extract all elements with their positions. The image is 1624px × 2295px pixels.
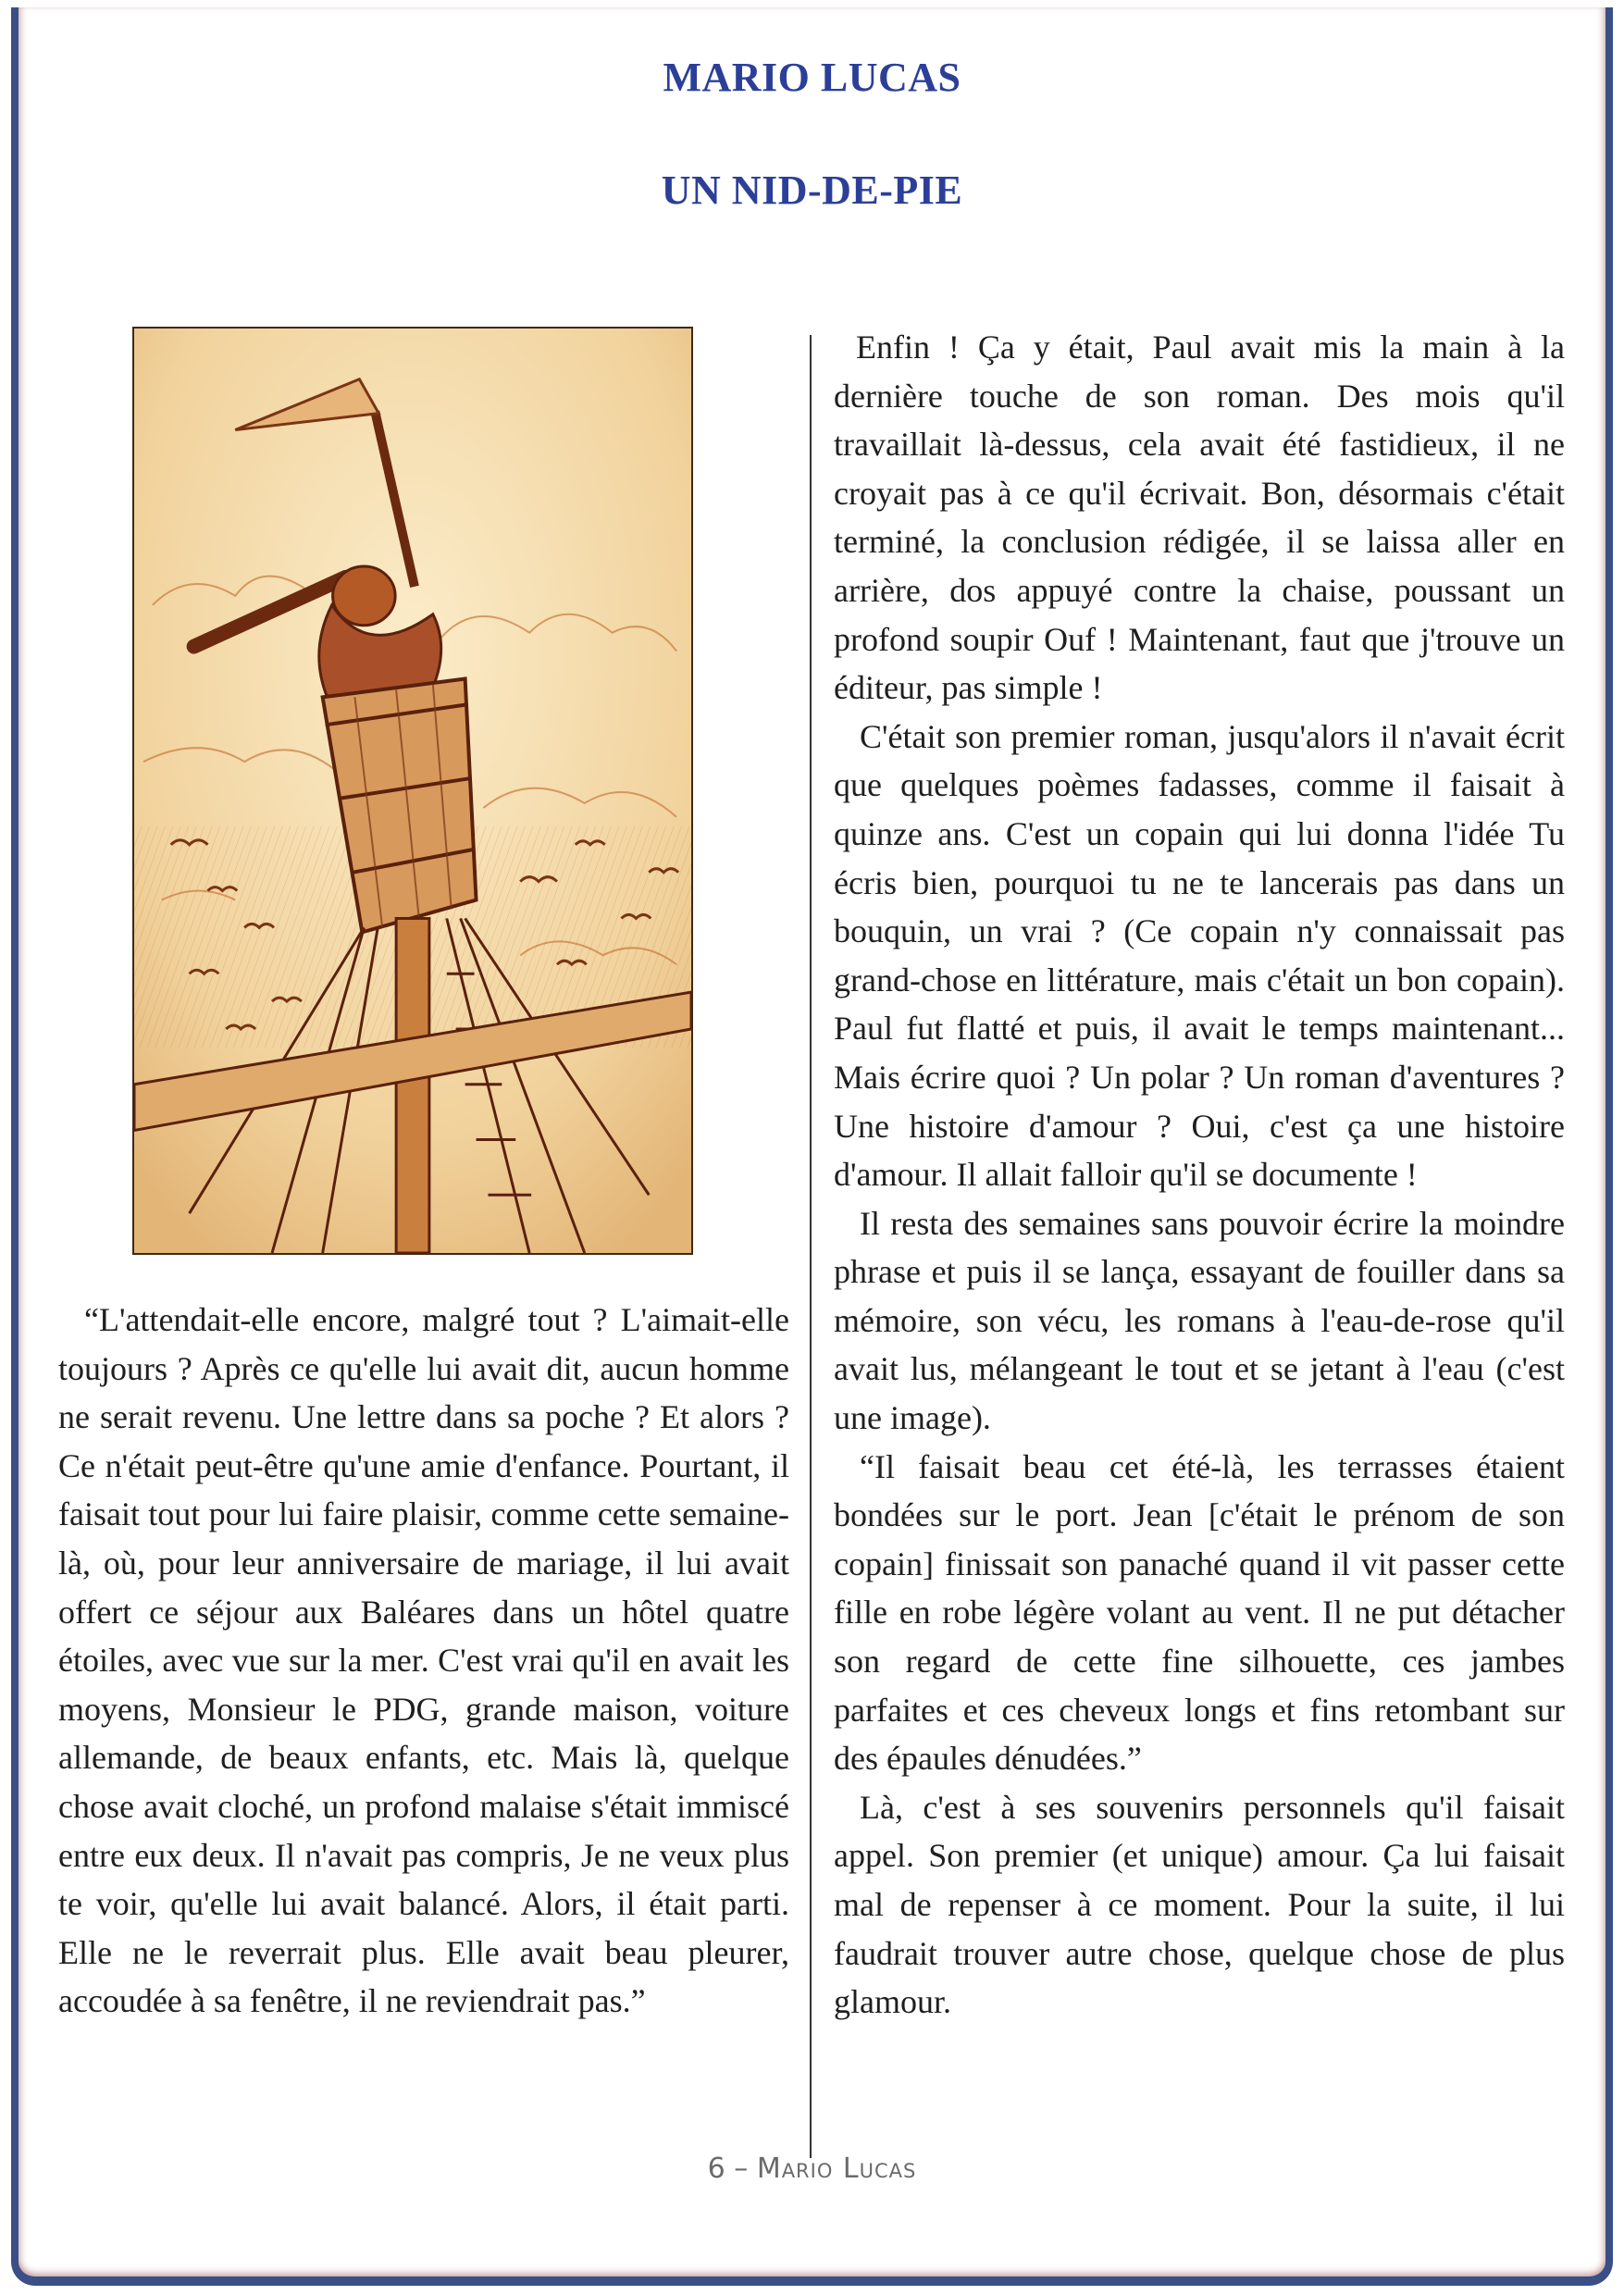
running-title: Mario Lucas xyxy=(756,2152,917,2185)
right-column xyxy=(834,323,1565,2027)
right-paragraph-4: “Il faisait beau cet été-là, les terrasses étaient bondées sur le port. Jean [c'était le prénom de son copain] finissait son panaché quand il vit passer cette fille en robe légère volant au vent. Il ne put détacher son regard de cette fine silhouette, ces jambes parfaites et ces cheveux longs et fins retombant sur des épaules dénudées.” xyxy=(834,1447,1565,1778)
column-divider xyxy=(810,335,812,2158)
engraving-lookout-crows-nest-icon xyxy=(132,327,693,1255)
author-heading: MARIO LUCAS xyxy=(663,55,961,100)
story-title: UN NID-DE-PIE xyxy=(661,167,963,213)
right-paragraph-1: Enfin ! Ça y était, Paul avait mis la main à la dernière touche de son roman. Des mois qu'il travaillait là-dessus, cela avait été fastidieux, il ne croyait pas à ce qu'il écrivait. Bon, désormais c'était terminé, la conclusion rédigée, il se laissa aller en arrière, dos appuyé contre la chaise, poussant un profond soupir Ouf ! Maintenant, faut que j'trouve un éditeur, pas simple ! xyxy=(834,329,1565,707)
page-footer xyxy=(0,2152,1624,2185)
right-paragraph-5: Là, c'est à ses souvenirs personnels qu'il faisait appel. Son premier (et unique) amour. Ça lui faisait mal de repenser à ce moment. Pour la suite, il lui faudrait trouver autre chose, quelque chose de plus glamour. xyxy=(834,1788,1565,2021)
page-number: 6 xyxy=(707,2152,725,2185)
footer-separator: – xyxy=(734,2152,749,2185)
right-paragraph-2: C'était son premier roman, jusqu'alors il n'avait écrit que quelques poèmes fadasses, comme il faisait à quinze ans. C'est un copain qui lui donna l'idée Tu écris bien, pourquoi tu ne te lancerais pas dans un bouquin, un vrai ? (Ce copain n'y connaissait pas grand-chose en littérature, mais c'était un bon copain). Paul fut flatté et puis, il avait le temps maintenant... Mais écrire quoi ? Un polar ? Un roman d'aventures ? Une histoire d'amour ? Oui, c'est ça une histoire d'amour. Il allait falloir qu'il se documente ! xyxy=(834,717,1565,1194)
right-paragraph-3: Il resta des semaines sans pouvoir écrire la moindre phrase et puis il se lança, essayant de fouiller dans sa mémoire, son vécu, les romans à l'eau-de-rose qu'il avait lus, mélangeant le tout et se jetant à l'eau (c'est une image). xyxy=(834,1204,1565,1437)
left-paragraph-1: “L'attendait-elle encore, malgré tout ? L'aimait-elle toujours ? Après ce qu'elle lui avait dit, aucun homme ne serait revenu. Une lettre dans sa poche ? Et alors ? Ce n'était peut-être qu'une amie d'enfance. Pourtant, il faisait tout pour lui faire plaisir, comme cette semaine-là, où, pour leur anniversaire de mariage, il lui avait offert ce séjour aux Baléares dans un hôtel quatre étoiles, avec vue sur la mer. C'est vrai qu'il en avait les moyens, Monsieur le PDG, grande maison, voiture allemande, de beaux enfants, etc. Mais là, quelque chose avait cloché, un profond malaise s'était immiscé entre eux deux. Il n'avait pas compris, Je ne veux plus te voir, qu'elle lui avait balancé. Alors, il était parti. Elle ne le reverrait plus. Elle avait beau pleurer, accoudée à sa fenêtre, il ne reviendrait pas.” xyxy=(58,1301,789,2020)
left-column xyxy=(58,1296,789,2026)
